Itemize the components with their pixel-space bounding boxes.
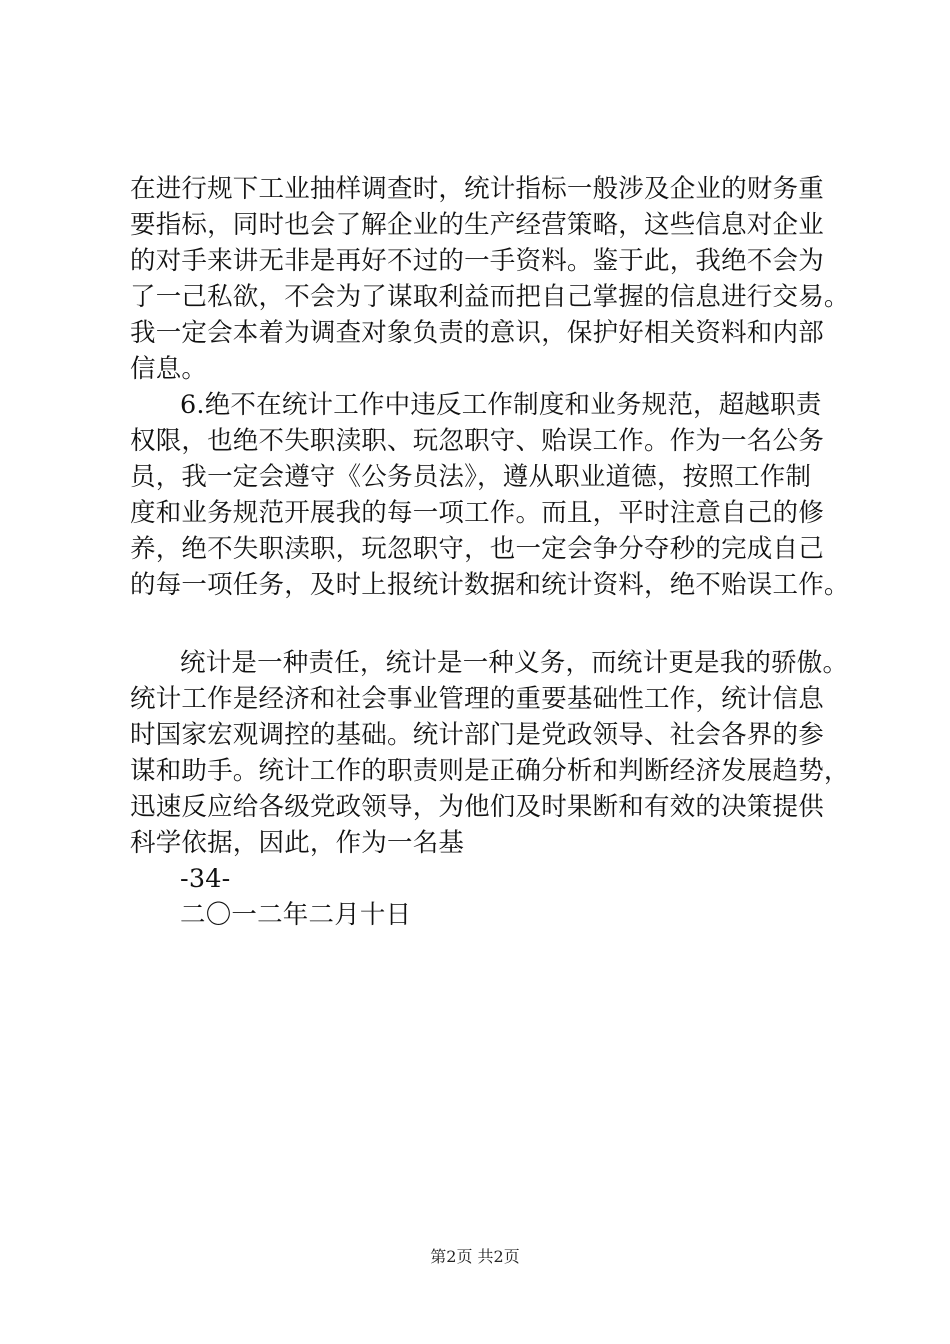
paragraph-line: 时国家宏观调控的基础。统计部门是党政领导、社会各界的参 — [130, 720, 824, 750]
date-line: 二〇一二年二月十日 — [180, 900, 412, 930]
paragraph-line: 度和业务规范开展我的每一项工作。而且，平时注意自己的修 — [130, 498, 824, 528]
paragraph-first-line: 统计是一种责任，统计是一种义务，而统计更是我的骄傲。 — [180, 648, 849, 678]
paragraph-line: 权限，也绝不失职渎职、玩忽职守、贻误工作。作为一名公务 — [130, 426, 824, 456]
paragraph-line: 员，我一定会遵守《公务员法》，遵从职业道德，按照工作制 — [130, 462, 812, 492]
page-footer: 第2页 共2页 — [430, 1247, 520, 1266]
paragraph-line: 统计工作是经济和社会事业管理的重要基础性工作，统计信息 — [130, 684, 824, 714]
paragraph-line: 养，绝不失职渎职，玩忽职守，也一定会争分夺秒的完成自己 — [130, 534, 824, 564]
paragraph-line: 要指标，同时也会了解企业的生产经营策略，这些信息对企业 — [130, 210, 824, 240]
page-number-inline: -34- — [180, 864, 231, 894]
paragraph-line: 的对手来讲无非是再好不过的一手资料。鉴于此，我绝不会为 — [130, 246, 824, 276]
paragraph-line: 信息。 — [130, 354, 208, 384]
paragraph-line: 的每一项任务，及时上报统计数据和统计资料，绝不贻误工作。 — [130, 570, 850, 600]
paragraph-line: 在进行规下工业抽样调查时，统计指标一般涉及企业的财务重 — [130, 174, 824, 204]
paragraph-line: 了一己私欲，不会为了谋取利益而把自己掌握的信息进行交易。 — [130, 282, 850, 312]
paragraph-line: 谋和助手。统计工作的职责则是正确分析和判断经济发展趋势， — [130, 756, 850, 786]
paragraph-line: 我一定会本着为调查对象负责的意识，保护好相关资料和内部 — [130, 318, 824, 348]
paragraph-line: 迅速反应给各级党政领导，为他们及时果断和有效的决策提供 — [130, 792, 824, 822]
paragraph-line: 科学依据，因此，作为一名基 — [130, 828, 465, 858]
paragraph-first-line: 6.绝不在统计工作中违反工作制度和业务规范，超越职责 — [180, 390, 822, 420]
